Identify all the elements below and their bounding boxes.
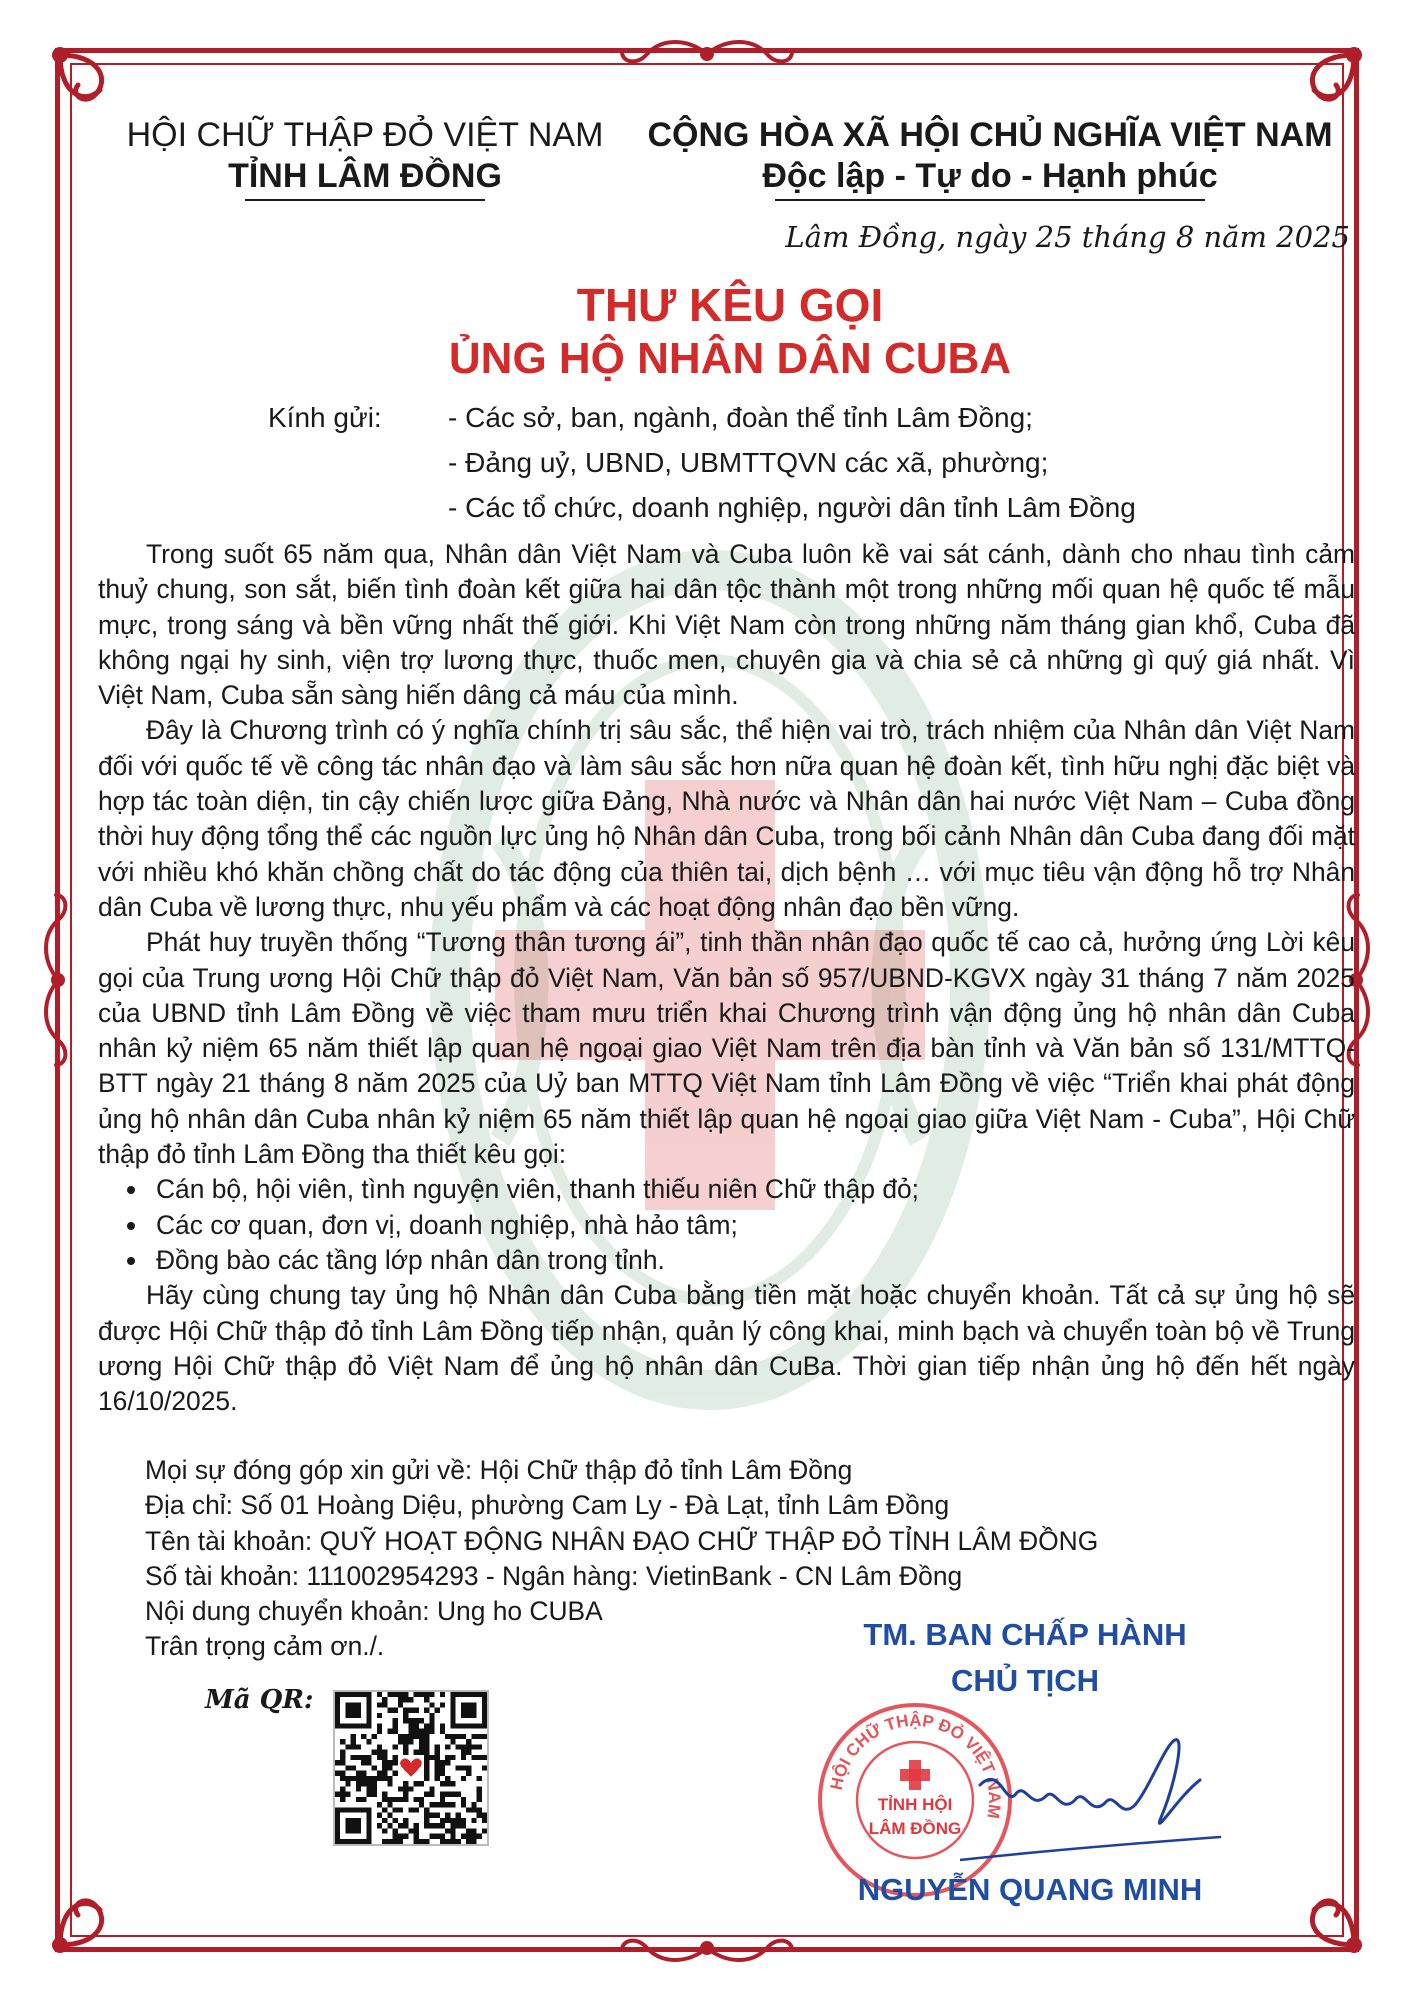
document-title: THƯ KÊU GỌI xyxy=(576,279,884,331)
appeal-list-item: • Đồng bào các tầng lớp nhân dân trong tỉnh. xyxy=(150,1243,1355,1278)
contact-line: Địa chỉ: Số 01 Hoàng Diệu, phường Cam Ly - Đà Lạt, tỉnh Lâm Đồng xyxy=(145,1490,950,1521)
signatory-name: NGUYỄN QUANG MINH xyxy=(857,1872,1203,1907)
qr-label: Mã QR: xyxy=(205,1685,314,1715)
organization-province: TỈNH LÂM ĐỒNG xyxy=(228,157,502,195)
country-name: CỘNG HÒA XÃ HỘI CHỦ NGHĨA VIỆT NAM xyxy=(647,116,1333,154)
signature-role: CHỦ TỊCH xyxy=(950,1663,1100,1698)
svg-text:TỈNH HỘI: TỈNH HỘI xyxy=(877,1795,953,1814)
contact-line: Số tài khoản: 111002954293 - Ngân hàng: VietinBank - CN Lâm Đồng xyxy=(145,1560,963,1591)
contact-line: Mọi sự đóng góp xin gửi về: Hội Chữ thập đỏ tỉnh Lâm Đồng xyxy=(145,1455,853,1485)
national-motto: Độc lập - Tự do - Hạnh phúc xyxy=(762,157,1218,195)
salutation-label: Kính gửi: xyxy=(268,402,382,433)
handwritten-signature-icon xyxy=(960,1725,1230,1865)
recipient-line: - Các tổ chức, doanh nghiệp, người dân tỉnh Lâm Đồng xyxy=(448,492,1136,523)
recipient-line: - Các sở, ban, ngành, đoàn thể tỉnh Lâm Đồng; xyxy=(448,402,1033,433)
letter-body xyxy=(98,537,1355,1419)
body-paragraph: Trong suốt 65 năm qua, Nhân dân Việt Nam và Cuba luôn kề vai sát cánh, dành cho nhau tình cảm thuỷ chung, son sắt, biến tình đoàn kết giữa hai dân tộc thành một trong những mối quan hệ quốc tế mẫu mực, trong sáng và bền vững nhất thế giới. Khi Việt Nam còn trong những năm tháng gian khổ, Cuba đã không ngại hy sinh, viện trợ lương thực, thuốc men, chuyên gia và chia sẻ cả những gì quý giá nhất. Vì Việt Nam, Cuba sẵn sàng hiến dâng cả máu của mình. xyxy=(98,539,1355,711)
appeal-list-item: • Các cơ quan, đơn vị, doanh nghiệp, nhà hảo tâm; xyxy=(150,1208,1355,1243)
contact-line: Nội dung chuyển khoản: Ung ho CUBA xyxy=(145,1596,603,1627)
organization-name: HỘI CHỮ THẬP ĐỎ VIỆT NAM xyxy=(126,116,604,154)
closing-thanks: Trân trọng cảm ơn./. xyxy=(145,1631,385,1662)
contact-line: Tên tài khoản: QUỸ HOẠT ĐỘNG NHÂN ĐẠO CHỮ THẬP ĐỎ TỈNH LÂM ĐỒNG xyxy=(145,1525,1099,1556)
svg-text:LÂM ĐỒNG: LÂM ĐỒNG xyxy=(868,1819,962,1838)
date-line: Lâm Đồng, ngày 25 tháng 8 năm 2025 xyxy=(785,220,1350,254)
appeal-list-item: • Cán bộ, hội viên, tình nguyện viên, thanh thiếu niên Chữ thập đỏ; xyxy=(150,1172,1355,1207)
signature-title: TM. BAN CHẤP HÀNH xyxy=(863,1617,1187,1652)
qr-code-icon[interactable] xyxy=(333,1690,489,1846)
appeal-list xyxy=(98,1172,1355,1278)
document-subtitle: ỦNG HỘ NHÂN DÂN CUBA xyxy=(448,334,1012,383)
closing-paragraph: Hãy cùng chung tay ủng hộ Nhân dân Cuba bằng tiền mặt hoặc chuyển khoản. Tất cả sự ủng hộ sẽ được Hội Chữ thập đỏ tỉnh Lâm Đồng tiếp nhận, quản lý công khai, minh bạch và chuyển toàn bộ về Trung ương Hội Chữ thập đỏ Việt Nam để ủng hộ nhân dân CuBa. Thời gian tiếp nhận ủng hộ đến hết ngày 16/10/2025. xyxy=(98,1280,1355,1417)
organization-underline xyxy=(245,199,485,201)
body-paragraph: Đây là Chương trình có ý nghĩa chính trị sâu sắc, thể hiện vai trò, trách nhiệm của Nhân dân Việt Nam đối với quốc tế về công tác nhân đạo và làm sâu sắc hơn nữa quan hệ đoàn kết, tình hữu nghị đặc biệt và hợp tác toàn diện, tin cậy chiến lược giữa Đảng, Nhà nước và Nhân dân hai nước Việt Nam – Cuba đồng thời huy động tổng thể các nguồn lực ủng hộ Nhân dân Cuba, trong bối cảnh Nhân dân Cuba đang đối mặt với nhiều khó khăn chồng chất do tác động của thiên tai, dịch bệnh … với mục tiêu vận động hỗ trợ Nhân dân Cuba về lương thực, nhu yếu phẩm và các hoạt động nhân đạo bền vững. xyxy=(98,715,1355,922)
organization-header xyxy=(110,115,620,197)
recipient-line: - Đảng uỷ, UBND, UBMTTQVN các xã, phường; xyxy=(448,447,1049,478)
body-paragraph: Phát huy truyền thống “Tương thân tương ái”, tinh thần nhân đạo quốc tế cao cả, hưởng ứng Lời kêu gọi của Trung ương Hội Chữ thập đỏ Việt Nam, Văn bản số 957/UBND-KGVX ngày 31 tháng 7 năm 2025 của UBND tỉnh Lâm Đồng về việc tham mưu triển khai Chương trình vận động ủng hộ nhân dân Cuba nhân kỷ niệm 65 năm thiết lập quan hệ ngoại giao Việt Nam trên địa bàn tỉnh và Văn bản số 131/MTTQ-BTT ngày 21 tháng 8 năm 2025 của Uỷ ban MTTQ Việt Nam tỉnh Lâm Đồng về việc “Triển khai phát động ủng hộ nhân dân Cuba nhân kỷ niệm 65 năm thiết lập quan hệ ngoại giao giữa Việt Nam - Cuba”, Hội Chữ thập đỏ tỉnh Lâm Đồng tha thiết kêu gọi: xyxy=(98,927,1355,1170)
national-header xyxy=(640,115,1340,197)
svg-text:HỘI CHỮ THẬP ĐỎ VIỆT NAM: HỘI CHỮ THẬP ĐỎ VIỆT NAM xyxy=(826,1710,1005,1820)
motto-underline xyxy=(775,199,1205,201)
